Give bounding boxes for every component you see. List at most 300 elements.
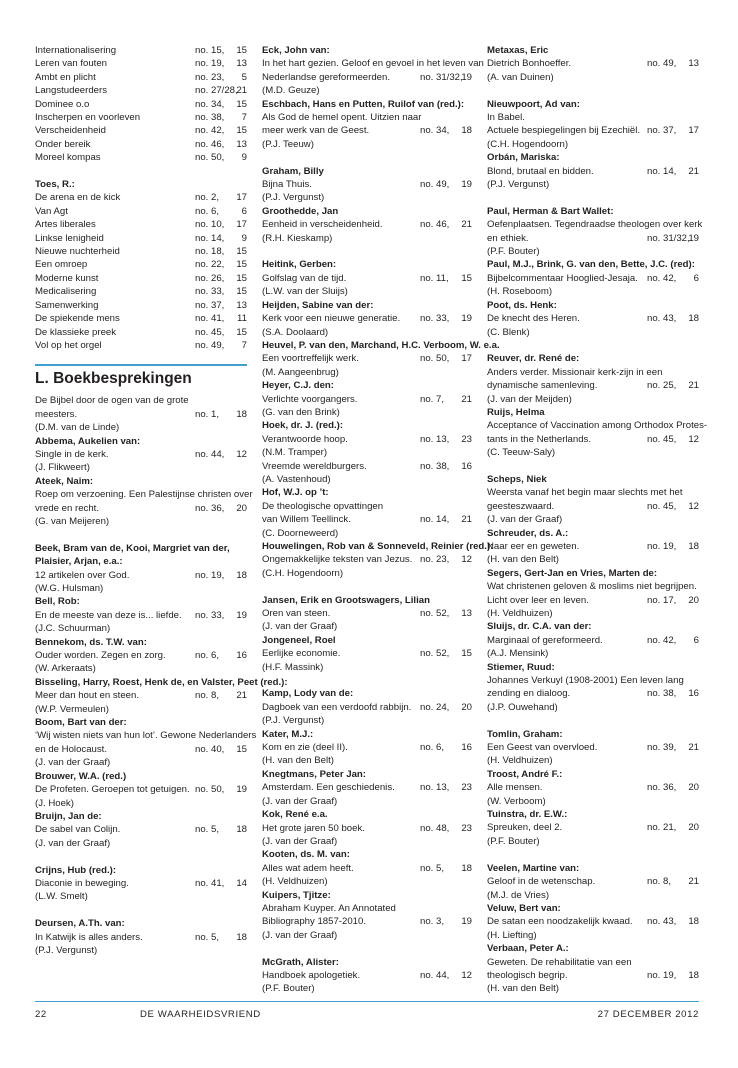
- entry-row: [487, 540, 699, 553]
- issue-number: no. 13,: [420, 433, 450, 445]
- page-ref: 13: [461, 608, 472, 620]
- reviewer-name: (P.F. Bouter): [262, 983, 315, 995]
- entry-row: [487, 915, 699, 928]
- page-number: 22: [35, 1009, 47, 1020]
- page-ref: 20: [688, 594, 699, 606]
- page-ref: 12: [461, 969, 472, 981]
- author-name: Segers, Gert-Jan en Vries, Marten de:: [487, 567, 658, 579]
- book-review-entry: [35, 676, 288, 716]
- entry-row: [487, 594, 699, 607]
- entry-row: [487, 57, 699, 70]
- author-name: Heuvel, P. van den, Marchand, H.C. Verboom, W. e.a.: [262, 339, 500, 351]
- issue-number: no. 33,: [420, 313, 450, 325]
- entry-title: Geloof in de wetenschap.: [487, 876, 596, 888]
- book-review-entry: [262, 808, 472, 848]
- page-ref: 13: [688, 58, 699, 70]
- issue-number: no. 19,: [195, 58, 225, 70]
- page-ref: 19: [236, 609, 247, 621]
- entry-title: Ouder worden. Zegen en zorg.: [35, 650, 166, 662]
- reviewer-name: (P.F. Bouter): [487, 835, 540, 847]
- entry-title: Ambt en plicht: [35, 71, 96, 83]
- entry-row: [262, 218, 472, 231]
- entry-title: 12 artikelen over God.: [35, 569, 130, 581]
- entry-row: [35, 877, 247, 890]
- spacer: [487, 848, 699, 861]
- reviewer-name: (G. van den Brink): [262, 406, 340, 418]
- page-ref: 18: [236, 408, 247, 420]
- issue-number: no. 2,: [195, 192, 220, 204]
- author-name: Kuipers, Tjitze:: [262, 889, 331, 901]
- entry-row: [262, 862, 472, 875]
- issue-number: no. 17,: [647, 594, 677, 606]
- author-name: McGrath, Alister:: [262, 956, 339, 968]
- reviewer-name: (J. van der Graaf): [262, 929, 338, 941]
- issue-number: no. 15,: [195, 45, 225, 56]
- book-review-entry: [487, 352, 699, 406]
- reviewer-name: (D.M. van de Linde): [35, 422, 120, 434]
- page-ref: 17: [461, 353, 472, 365]
- page-ref: 13: [236, 299, 247, 311]
- book-review-entry: [35, 394, 247, 434]
- reviewer-name: (W.P. Vermeulen): [35, 703, 109, 715]
- author-name: Jansen, Erik en Grootswagers, Lilian: [262, 594, 430, 606]
- issue-number: no. 22,: [195, 259, 225, 271]
- book-title-line: De Bijbel door de ogen van de grote: [35, 395, 189, 407]
- book-review-entry: [487, 98, 699, 152]
- entry-row: [35, 151, 247, 164]
- entry-title: Artes liberales: [35, 219, 96, 231]
- issue-number: no. 6,: [195, 650, 220, 662]
- entry-row: [487, 165, 699, 178]
- entry-title: In Katwijk is alles anders.: [35, 931, 143, 943]
- entry-row: [35, 448, 247, 461]
- entry-title: Bijbelcommentaar Hooglied-Jesaja.: [487, 272, 638, 284]
- issue-number: no. 23,: [420, 554, 450, 566]
- page-ref: 21: [688, 380, 699, 392]
- issue-number: no. 44,: [420, 969, 450, 981]
- entry-title: Dagboek van een verdoofd rabbijn.: [262, 701, 412, 713]
- author-name: Heitink, Gerben:: [262, 259, 337, 271]
- entry-row: [35, 138, 247, 151]
- page-ref: 15: [236, 45, 247, 56]
- entry-title: Vreemde wereldburgers.: [262, 460, 367, 472]
- reviewer-name: (P.J. Vergunst): [487, 179, 550, 191]
- book-review-entry: [262, 339, 500, 379]
- entry-title: Van Agt: [35, 205, 68, 217]
- page-ref: 23: [461, 822, 472, 834]
- book-review-entry: [262, 419, 472, 459]
- entry-row: [262, 124, 472, 137]
- entry-title: Samenwerking: [35, 299, 99, 311]
- entry-row: [35, 44, 247, 57]
- entry-row: [35, 205, 247, 218]
- book-review-entry: [487, 768, 699, 808]
- author-name: Eck, John van:: [262, 45, 330, 56]
- entry-row: [262, 647, 472, 660]
- entry-row: [35, 312, 247, 325]
- entry-row: [35, 218, 247, 231]
- entry-title: Langstudeerders: [35, 85, 108, 97]
- issue-number: no. 14,: [420, 514, 450, 526]
- page-ref: 18: [688, 540, 699, 552]
- book-review-entry: [35, 917, 247, 957]
- issue-number: no. 33,: [195, 286, 225, 298]
- page-ref: 18: [236, 824, 247, 836]
- book-review-entry: [487, 902, 699, 942]
- page-ref: 21: [688, 165, 699, 177]
- entry-row: [35, 339, 247, 352]
- spacer: [35, 850, 247, 863]
- book-title-line: Johannes Verkuyl (1908-2001) Een leven lang: [487, 675, 684, 687]
- page-ref: 21: [688, 742, 699, 754]
- reviewer-name: (M.D. Geuze): [262, 85, 320, 97]
- issue-number: no. 34,: [195, 98, 225, 110]
- entry-row: [35, 502, 247, 515]
- spacer: [487, 714, 699, 727]
- page-ref: 19: [688, 232, 699, 244]
- entry-row: [262, 969, 472, 982]
- entry-row: [262, 71, 472, 84]
- entry-row: [35, 191, 247, 204]
- entry-title: Leren van fouten: [35, 58, 108, 70]
- entry-title: Oren van steen.: [262, 608, 331, 620]
- page-ref: 15: [236, 272, 247, 284]
- book-title-line: Roep om verzoening. Een Palestijnse christen over: [35, 489, 253, 501]
- issue-number: no. 45,: [647, 500, 677, 512]
- entry-row: [35, 272, 247, 285]
- entry-row: [487, 379, 699, 392]
- entry-row: [35, 258, 247, 271]
- book-title-line: Wat christenen geloven & moslims niet begrijpen.: [487, 581, 697, 593]
- entry-title: De arena en de kick: [35, 192, 121, 204]
- reviewer-name: (H. Veldhuizen): [262, 876, 328, 888]
- entry-title: meer werk van de Geest.: [262, 125, 370, 137]
- issue-number: no. 31/32,: [647, 232, 690, 244]
- page-ref: 15: [236, 246, 247, 258]
- issue-number: no. 8,: [647, 876, 672, 888]
- issue-number: no. 50,: [195, 784, 225, 796]
- reviewer-name: (R.H. Kieskamp): [262, 232, 333, 244]
- entry-title: Kom en zie (deel II).: [262, 742, 348, 754]
- book-review-entry: [35, 475, 253, 529]
- entry-title: Actuele bespiegelingen bij Ezechiël.: [487, 125, 641, 137]
- entry-title: Alle mensen.: [487, 782, 543, 794]
- entry-title: Kerk voor een nieuwe generatie.: [262, 313, 401, 325]
- author-name: Kater, M.J.:: [262, 728, 314, 740]
- entry-title: Linkse lenigheid: [35, 232, 104, 244]
- page-ref: 15: [461, 648, 472, 660]
- reviewer-name: (J.P. Ouwehand): [487, 701, 558, 713]
- book-review-entry: [487, 44, 699, 84]
- author-name: Sluijs, dr. C.A. van der:: [487, 621, 592, 633]
- entry-row: [35, 823, 247, 836]
- author-name: Bell, Rob:: [35, 596, 80, 608]
- page-ref: 9: [241, 152, 247, 164]
- entry-title: Naar eer en geweten.: [487, 540, 580, 552]
- entry-title: en ethiek.: [487, 232, 529, 244]
- entry-title: Verantwoorde hoop.: [262, 433, 348, 445]
- book-review-entry: [262, 258, 472, 298]
- issue-number: no. 37,: [195, 299, 225, 311]
- issue-number: no. 5,: [420, 862, 445, 874]
- book-title-line: Abraham Kuyper. An Annotated: [262, 902, 396, 914]
- entry-row: [487, 821, 699, 834]
- book-review-entry: [262, 460, 472, 487]
- book-review-entry: [262, 634, 472, 674]
- reviewer-name: (H. van den Belt): [487, 983, 559, 995]
- page-ref: 16: [461, 460, 472, 472]
- entry-title: De klassieke preek: [35, 326, 117, 338]
- entry-row: [487, 433, 699, 446]
- reviewer-name: (J.C. Schuurman): [35, 623, 111, 635]
- page-ref: 23: [461, 782, 472, 794]
- reviewer-name: (L.W. Smelt): [35, 891, 88, 903]
- spacer: [487, 460, 699, 473]
- reviewer-name: (J. Flikweert): [35, 462, 90, 474]
- entry-title: De spiekende mens: [35, 313, 120, 325]
- page-ref: 15: [236, 326, 247, 338]
- issue-number: no. 38,: [420, 460, 450, 472]
- entry-row: [262, 312, 472, 325]
- spacer: [262, 245, 472, 258]
- issue-number: no. 37,: [647, 125, 677, 137]
- issue-number: no. 40,: [195, 743, 225, 755]
- author-name: Reuver, dr. René de:: [487, 353, 580, 365]
- entry-row: [35, 569, 247, 582]
- page-ref: 21: [236, 690, 247, 702]
- book-review-entry: [35, 435, 247, 475]
- issue-number: no. 44,: [195, 448, 225, 460]
- entry-title: Alles wat adem heeft.: [262, 862, 354, 874]
- issue-number: no. 43,: [647, 916, 677, 928]
- page-ref: 6: [693, 634, 699, 646]
- issue-number: no. 39,: [647, 742, 677, 754]
- reviewer-name: (W.G. Hulsman): [35, 583, 104, 594]
- page-ref: 15: [236, 259, 247, 271]
- page-ref: 15: [236, 286, 247, 298]
- page-ref: 15: [236, 98, 247, 110]
- entry-row: [35, 299, 247, 312]
- book-review-entry: [487, 661, 699, 715]
- book-review-entry: [35, 810, 247, 850]
- issue-number: no. 6,: [195, 205, 220, 217]
- issue-number: no. 19,: [647, 969, 677, 981]
- book-title-line: Geweten. De rehabilitatie van een: [487, 956, 632, 968]
- entry-title: Inscherpen en voorleven: [35, 112, 141, 124]
- page-ref: 19: [461, 179, 472, 191]
- book-review-entry: [262, 687, 472, 727]
- author-name: Tomlin, Graham:: [487, 728, 563, 740]
- page-ref: 7: [241, 112, 247, 124]
- reviewer-name: (P.F. Bouter): [487, 246, 540, 258]
- author-name: Nieuwpoort, Ad van:: [487, 98, 580, 110]
- page-ref: 17: [236, 219, 247, 231]
- page-ref: 9: [241, 232, 247, 244]
- reviewer-name: (J. Hoek): [35, 797, 74, 809]
- issue-number: no. 14,: [195, 232, 225, 244]
- footer-rule: [35, 1001, 699, 1002]
- book-review-entry: [262, 848, 472, 888]
- entry-row: [262, 607, 472, 620]
- title-list: [35, 44, 247, 165]
- author-name: Beek, Bram van de, Kooi, Margriet van der,: [35, 542, 230, 554]
- book-review-entry: [487, 527, 699, 567]
- book-review-entry: [262, 768, 472, 808]
- issue-number: no. 41,: [195, 877, 225, 889]
- page-ref: 18: [236, 931, 247, 943]
- page-ref: 13: [236, 138, 247, 150]
- book-title-line: ‘Wij wisten niets van hun lot’. Gewone Nederlanders: [35, 730, 257, 742]
- spacer: [35, 904, 247, 917]
- issue-date: 27 DECEMBER 2012: [597, 1009, 699, 1020]
- entry-title: Eenheid in verscheidenheid.: [262, 219, 383, 231]
- book-review-entry: [262, 889, 472, 943]
- issue-number: no. 27/28,: [195, 85, 238, 97]
- author-name: Boom, Bart van der:: [35, 717, 127, 729]
- spacer: [262, 942, 472, 955]
- entry-row: [262, 741, 472, 754]
- author-name: Orbán, Mariska:: [487, 152, 560, 164]
- page-ref: 20: [688, 822, 699, 834]
- entry-row: [262, 781, 472, 794]
- entry-title: Dominee o.o: [35, 98, 90, 110]
- author-name: Kok, René e.a.: [262, 809, 328, 821]
- reviewer-name: (C. Blenk): [487, 326, 530, 338]
- author-name: Tuinstra, dr. E.W.:: [487, 809, 568, 821]
- book-review-entry: [262, 956, 472, 996]
- author-name: Hof, W.J. op ’t:: [262, 487, 329, 499]
- reviewer-name: (M.J. de Vries): [487, 889, 550, 901]
- issue-number: no. 3,: [420, 916, 445, 928]
- issue-number: no. 34,: [420, 125, 450, 137]
- book-review-entry: [487, 942, 699, 996]
- author-name: Groothedde, Jan: [262, 205, 339, 217]
- entry-row: [35, 783, 247, 796]
- entry-row: [487, 500, 699, 513]
- page-ref: 18: [236, 569, 247, 581]
- book-review-list: [487, 44, 708, 996]
- entry-row: [487, 634, 699, 647]
- entry-row: [35, 326, 247, 339]
- author-name: Verbaan, Peter A.:: [487, 943, 569, 955]
- entry-title: van Willem Teellinck.: [262, 514, 351, 526]
- page-ref: 16: [461, 742, 472, 754]
- reviewer-name: (J. van der Graaf): [262, 795, 338, 807]
- spacer: [262, 674, 472, 687]
- author-name: Kamp, Lody van de:: [262, 688, 354, 700]
- issue-number: no. 19,: [647, 540, 677, 552]
- entry-row: [35, 689, 247, 702]
- page-ref: 18: [461, 125, 472, 137]
- book-review-entry: [487, 567, 699, 621]
- entry-row: [262, 460, 472, 473]
- page-ref: 19: [461, 313, 472, 325]
- issue-number: no. 49,: [420, 179, 450, 191]
- entry-title: tants in the Netherlands.: [487, 433, 591, 445]
- issue-number: no. 42,: [647, 272, 677, 284]
- author-name: Knegtmans, Peter Jan:: [262, 768, 366, 780]
- issue-number: no. 8,: [195, 690, 220, 702]
- entry-row: [487, 312, 699, 325]
- page-ref: 23: [461, 433, 472, 445]
- entry-title: Nederlandse gereformeerden.: [262, 71, 390, 83]
- entry-row: [262, 393, 472, 406]
- spacer: [35, 528, 247, 541]
- reviewer-name: (A. Vastenhoud): [262, 473, 331, 485]
- page-ref: 19: [236, 784, 247, 796]
- issue-number: no. 36,: [195, 502, 225, 514]
- page-ref: 18: [688, 969, 699, 981]
- issue-number: no. 11,: [420, 272, 449, 284]
- issue-number: no. 42,: [195, 125, 225, 137]
- page-ref: 13: [236, 58, 247, 70]
- entry-title: De knecht des Heren.: [487, 313, 580, 325]
- author-name: Abbema, Aukelien van:: [35, 435, 141, 447]
- entry-title: Onder bereik: [35, 138, 91, 150]
- entry-row: [35, 931, 247, 944]
- entry-row: [487, 272, 699, 285]
- reviewer-name: (H.F. Massink): [262, 661, 324, 673]
- entry-title: Verscheidenheid: [35, 125, 106, 137]
- entry-title: De sabel van Colijn.: [35, 824, 121, 836]
- page-ref: 19: [461, 916, 472, 928]
- issue-number: no. 45,: [647, 433, 677, 445]
- entry-row: [35, 743, 247, 756]
- author-name: Poot, ds. Henk:: [487, 299, 557, 311]
- entry-row: [35, 71, 247, 84]
- reviewer-name: (J. van der Graaf): [262, 621, 338, 633]
- reviewer-name: (N.M. Tramper): [262, 447, 328, 459]
- toes-title-list: [35, 191, 247, 352]
- book-review-entry: [487, 299, 699, 339]
- author-name: Troost, André F.:: [487, 768, 563, 780]
- reviewer-name: (J. van der Graaf): [262, 835, 338, 847]
- reviewer-name: (C.H. Hogendoorn): [262, 567, 344, 579]
- issue-number: no. 49,: [647, 58, 677, 70]
- entry-title: en de Holocaust.: [35, 743, 107, 755]
- entry-title: Een voortreffelijk werk.: [262, 353, 359, 365]
- book-title-line: In Babel.: [487, 112, 525, 124]
- author-name: Veluw, Bert van:: [487, 902, 561, 914]
- page-ref: 15: [236, 125, 247, 137]
- page-ref: 12: [688, 500, 699, 512]
- page-ref: 12: [688, 433, 699, 445]
- reviewer-name: (S.A. Doolaard): [262, 326, 329, 338]
- entry-title: Verlichte voorgangers.: [262, 393, 358, 405]
- issue-number: no. 24,: [420, 701, 450, 713]
- entry-title: Eerlijke economie.: [262, 648, 341, 660]
- author-name: Plaisier, Arjan, e.a.:: [35, 556, 123, 568]
- entry-row: [487, 124, 699, 137]
- author-name: Ruijs, Helma: [487, 406, 545, 418]
- author-name: Bennekom, ds. T.W. van:: [35, 636, 147, 648]
- entry-row: [487, 687, 699, 700]
- author-name: Graham, Billy: [262, 165, 324, 177]
- author-name: Veelen, Martine van:: [487, 862, 580, 874]
- page-ref: 18: [461, 862, 472, 874]
- issue-number: no. 5,: [195, 824, 220, 836]
- reviewer-name: (P.J. Vergunst): [262, 192, 325, 204]
- entry-title: De satan een noodzakelijk kwaad.: [487, 916, 633, 928]
- author-name: Paul, M.J., Brink, G. van den, Bette, J.C. (red):: [487, 259, 695, 271]
- author-name: Bisseling, Harry, Roest, Henk de, en Valster, Peet (red.):: [35, 676, 288, 688]
- entry-row: [487, 969, 699, 982]
- entry-title: Marginaal of gereformeerd.: [487, 634, 603, 646]
- book-review-entry: [262, 299, 472, 339]
- entry-row: [35, 98, 247, 111]
- issue-number: no. 14,: [647, 165, 677, 177]
- entry-title: Nieuwe nuchterheid: [35, 246, 120, 258]
